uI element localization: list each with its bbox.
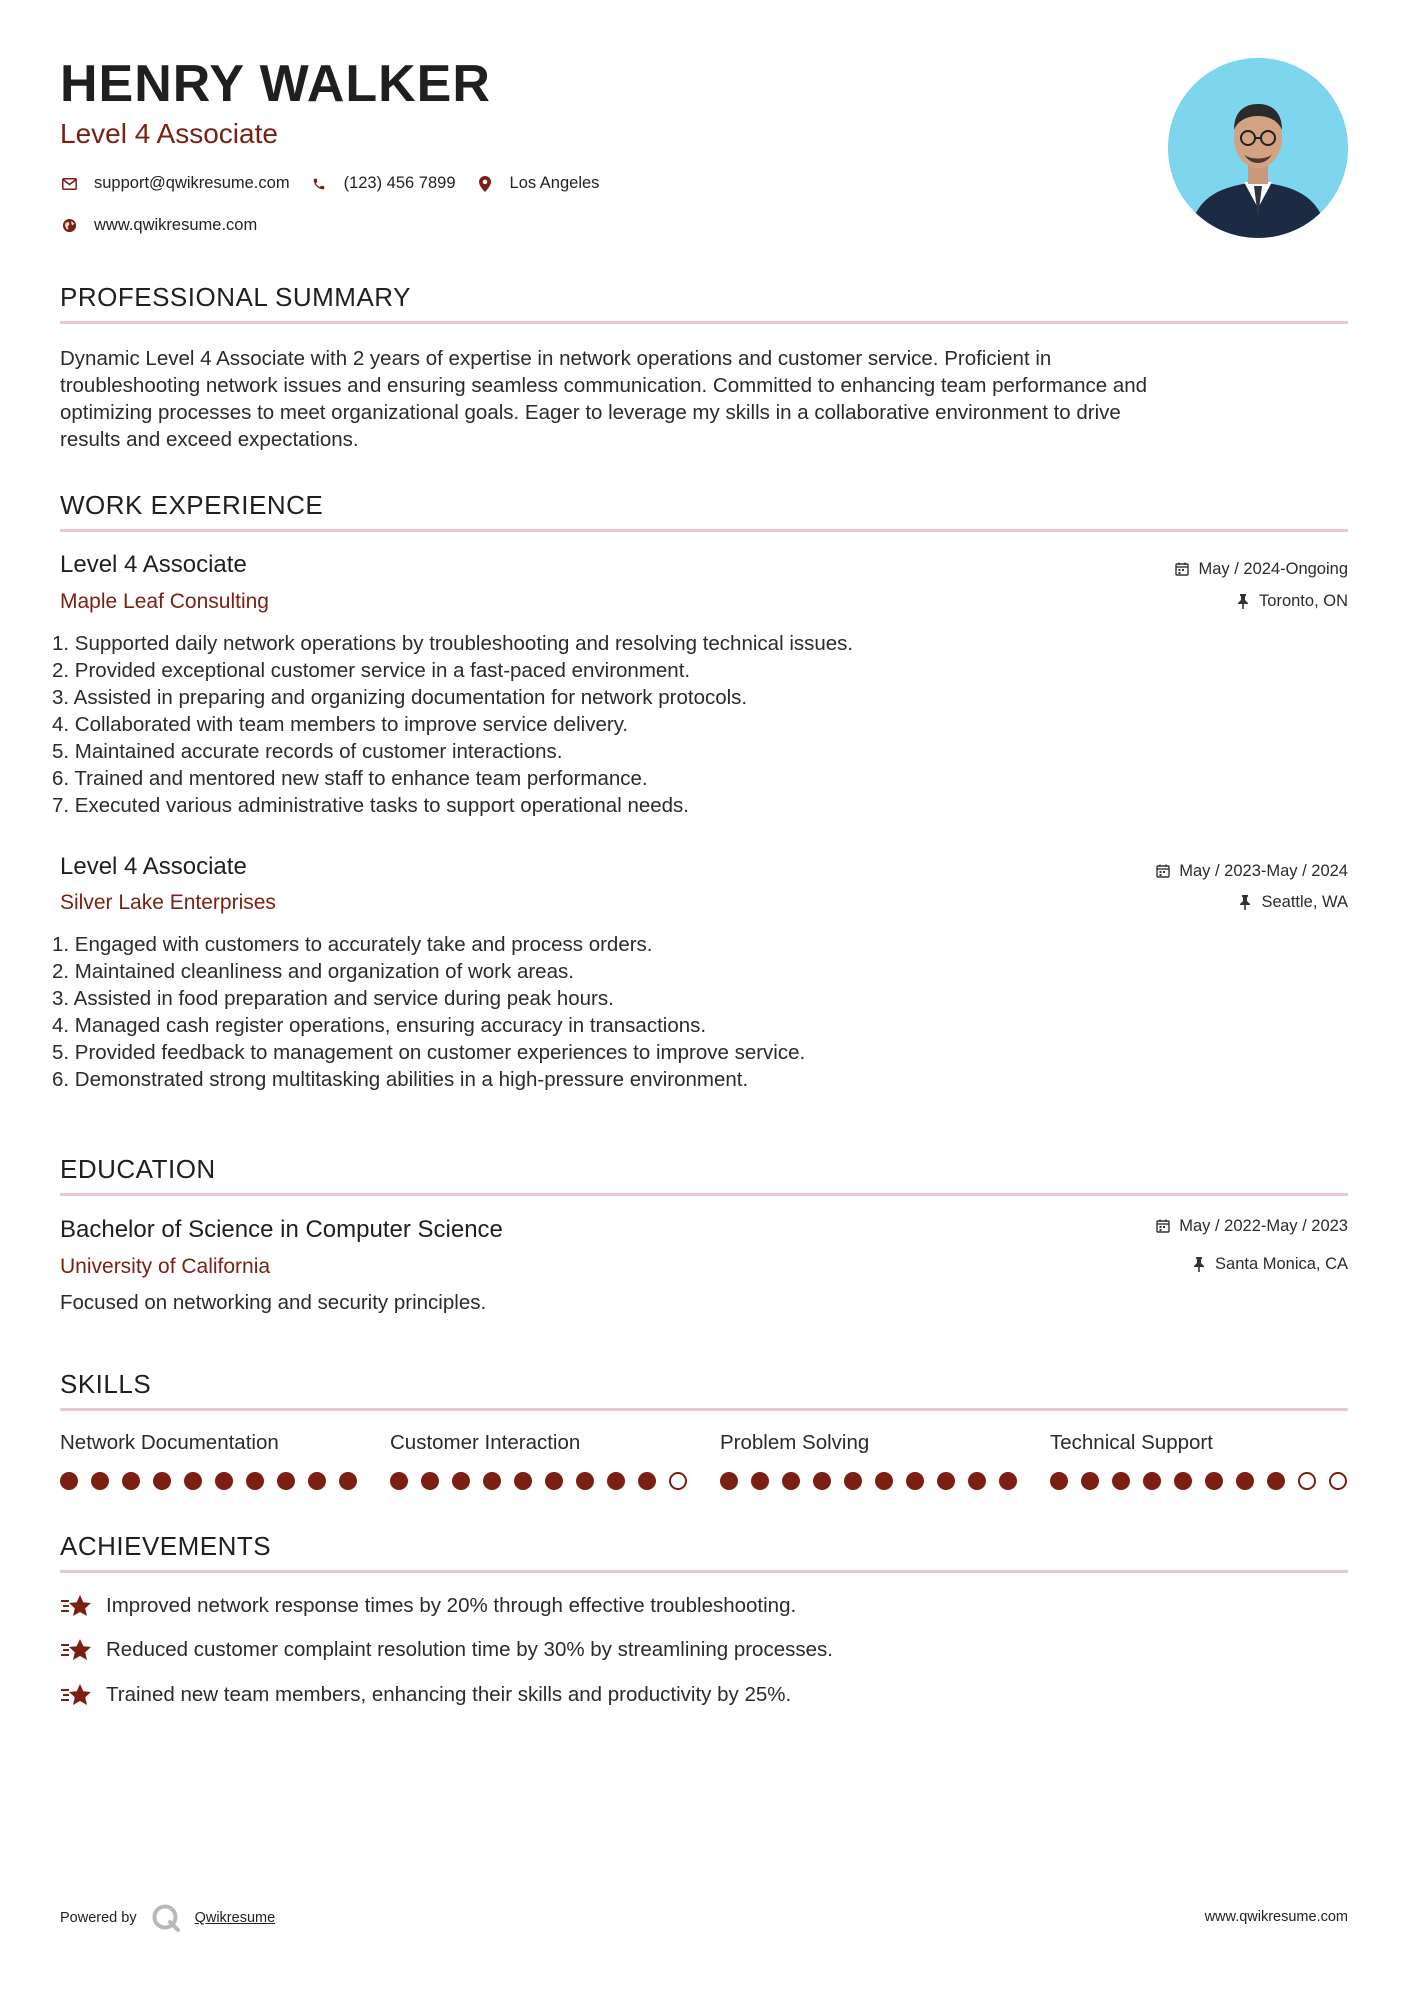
rating-dot-filled xyxy=(308,1472,326,1490)
rating-dot-empty xyxy=(1329,1472,1347,1490)
rating-dot-filled xyxy=(277,1472,295,1490)
rating-dot-filled xyxy=(390,1472,408,1490)
job-location: Seattle, WA xyxy=(1237,894,1348,911)
rating-dot-empty xyxy=(1298,1472,1316,1490)
achievements-heading: ACHIEVEMENTS xyxy=(60,1531,272,1561)
star-award-icon xyxy=(60,1592,92,1620)
rating-dot-filled xyxy=(576,1472,594,1490)
footer-powered-by: Powered by Qwikresume xyxy=(60,1903,275,1933)
rating-dot-filled xyxy=(875,1472,893,1490)
skill-item xyxy=(390,1433,690,1454)
achievements-divider xyxy=(60,1570,1348,1573)
rating-dot-filled xyxy=(215,1472,233,1490)
rating-dot-filled xyxy=(246,1472,264,1490)
list-item: 4. Collaborated with team members to improve service delivery. xyxy=(52,713,629,736)
education-heading: EDUCATION xyxy=(60,1154,216,1184)
rating-dot-filled xyxy=(545,1472,563,1490)
rating-dot-filled xyxy=(1112,1472,1130,1490)
rating-dot-filled xyxy=(1236,1472,1254,1490)
list-item: 6. Demonstrated strong multitasking abilities in a high-pressure environment. xyxy=(52,1068,749,1091)
list-item: 7. Executed various administrative tasks to support operational needs. xyxy=(52,794,689,817)
calendar-icon xyxy=(1174,561,1190,577)
skills-divider xyxy=(60,1408,1348,1411)
rating-dot-filled xyxy=(813,1472,831,1490)
job-duties-list xyxy=(52,630,853,819)
calendar-icon xyxy=(1155,1218,1171,1234)
list-item: 5. Provided feedback to management on customer experiences to improve service. xyxy=(52,1041,806,1064)
rating-dot-filled xyxy=(1050,1472,1068,1490)
contact-website[interactable]: www.qwikresume.com xyxy=(60,216,257,235)
skill-name: Customer Interaction xyxy=(390,1431,581,1454)
skill-item xyxy=(1050,1433,1350,1454)
achievement-item: Improved network response times by 20% through effective troubleshooting. xyxy=(60,1592,796,1620)
skill-rating xyxy=(60,1472,370,1490)
rating-dot-filled xyxy=(999,1472,1017,1490)
job-dates: May / 2024-Ongoing xyxy=(1174,561,1348,578)
star-award-icon xyxy=(60,1636,92,1664)
candidate-title: Level 4 Associate xyxy=(60,118,278,149)
list-item: 6. Trained and mentored new staff to enhance team performance. xyxy=(52,767,648,790)
pushpin-icon xyxy=(1235,593,1251,609)
job-company: Maple Leaf Consulting xyxy=(60,590,269,613)
skill-rating xyxy=(720,1472,1030,1490)
rating-dot-filled xyxy=(421,1472,439,1490)
skill-name: Network Documentation xyxy=(60,1431,279,1454)
pushpin-icon xyxy=(1237,894,1253,910)
rating-dot-filled xyxy=(638,1472,656,1490)
education-location: Santa Monica, CA xyxy=(1191,1256,1348,1273)
pushpin-icon xyxy=(1191,1256,1207,1272)
job-location: Toronto, ON xyxy=(1235,593,1348,610)
contact-row-primary xyxy=(60,174,619,193)
contact-phone[interactable]: (123) 456 7899 xyxy=(310,174,456,193)
rating-dot-filled xyxy=(607,1472,625,1490)
job-duties-list xyxy=(52,931,805,1093)
education-dates: May / 2022-May / 2023 xyxy=(1155,1218,1348,1235)
list-item: 3. Assisted in preparing and organizing documentation for network protocols. xyxy=(52,686,748,709)
rating-dot-filled xyxy=(483,1472,501,1490)
summary-heading: PROFESSIONAL SUMMARY xyxy=(60,282,411,312)
education-school: University of California xyxy=(60,1255,271,1278)
rating-dot-filled xyxy=(782,1472,800,1490)
rating-dot-filled xyxy=(91,1472,109,1490)
rating-dot-filled xyxy=(937,1472,955,1490)
summary-text: Dynamic Level 4 Associate with 2 years of expertise in network operations and customer service. Proficient in troubleshooting network issues and ensuring seamless communication. Committed to enhancing team performance and optimizing processes to meet organizational goals. Eager to leverage my skills in a collaborative environment to drive results and exceed expectations. xyxy=(60,347,1148,451)
achievement-item: Reduced customer complaint resolution time by 30% by streamlining processes. xyxy=(60,1636,833,1664)
experience-divider xyxy=(60,529,1348,532)
list-item: 5. Maintained accurate records of customer interactions. xyxy=(52,740,563,763)
skill-rating xyxy=(390,1472,700,1490)
list-item: 3. Assisted in food preparation and service during peak hours. xyxy=(52,987,614,1010)
qwikresume-logo-icon xyxy=(151,1903,181,1933)
map-pin-icon xyxy=(476,175,494,193)
star-award-icon xyxy=(60,1681,92,1709)
contact-email[interactable]: support@qwikresume.com xyxy=(60,174,290,193)
calendar-icon xyxy=(1155,863,1171,879)
rating-dot-filled xyxy=(844,1472,862,1490)
phone-icon xyxy=(310,175,328,193)
education-degree: Bachelor of Science in Computer Science xyxy=(60,1216,503,1243)
qwikresume-link[interactable]: Qwikresume xyxy=(194,1910,276,1926)
person-portrait-icon xyxy=(1168,58,1348,238)
job-dates: May / 2023-May / 2024 xyxy=(1155,863,1348,880)
job-title: Level 4 Associate xyxy=(60,551,247,578)
candidate-name: HENRY WALKER xyxy=(60,55,491,113)
profile-photo xyxy=(1168,58,1348,238)
list-item: 2. Maintained cleanliness and organization of work areas. xyxy=(52,960,574,983)
mail-icon xyxy=(60,175,78,193)
list-item: 1. Supported daily network operations by troubleshooting and resolving technical issues. xyxy=(52,632,854,655)
skill-item xyxy=(720,1433,1020,1454)
rating-dot-filled xyxy=(1205,1472,1223,1490)
skill-name: Technical Support xyxy=(1050,1431,1213,1454)
education-divider xyxy=(60,1193,1348,1196)
skill-rating xyxy=(1050,1472,1360,1490)
rating-dot-filled xyxy=(153,1472,171,1490)
footer-website[interactable]: www.qwikresume.com xyxy=(1204,1909,1348,1925)
rating-dot-filled xyxy=(60,1472,78,1490)
job-company: Silver Lake Enterprises xyxy=(60,891,276,914)
rating-dot-filled xyxy=(968,1472,986,1490)
rating-dot-empty xyxy=(669,1472,687,1490)
contact-location: Los Angeles xyxy=(476,174,600,193)
rating-dot-filled xyxy=(751,1472,769,1490)
education-description: Focused on networking and security principles. xyxy=(60,1291,487,1314)
achievement-item: Trained new team members, enhancing their skills and productivity by 25%. xyxy=(60,1681,791,1709)
contact-row-secondary xyxy=(60,216,277,235)
experience-heading: WORK EXPERIENCE xyxy=(60,490,324,520)
skills-heading: SKILLS xyxy=(60,1369,152,1399)
rating-dot-filled xyxy=(122,1472,140,1490)
rating-dot-filled xyxy=(452,1472,470,1490)
rating-dot-filled xyxy=(1081,1472,1099,1490)
rating-dot-filled xyxy=(1143,1472,1161,1490)
list-item: 1. Engaged with customers to accurately take and process orders. xyxy=(52,933,653,956)
list-item: 4. Managed cash register operations, ensuring accuracy in transactions. xyxy=(52,1014,707,1037)
rating-dot-filled xyxy=(906,1472,924,1490)
skill-name: Problem Solving xyxy=(720,1431,870,1454)
skill-item xyxy=(60,1433,360,1454)
rating-dot-filled xyxy=(339,1472,357,1490)
rating-dot-filled xyxy=(720,1472,738,1490)
rating-dot-filled xyxy=(514,1472,532,1490)
rating-dot-filled xyxy=(1267,1472,1285,1490)
globe-icon xyxy=(60,217,78,235)
job-title: Level 4 Associate xyxy=(60,853,247,880)
summary-divider xyxy=(60,321,1348,324)
rating-dot-filled xyxy=(1174,1472,1192,1490)
list-item: 2. Provided exceptional customer service in a fast-paced environment. xyxy=(52,659,691,682)
rating-dot-filled xyxy=(184,1472,202,1490)
